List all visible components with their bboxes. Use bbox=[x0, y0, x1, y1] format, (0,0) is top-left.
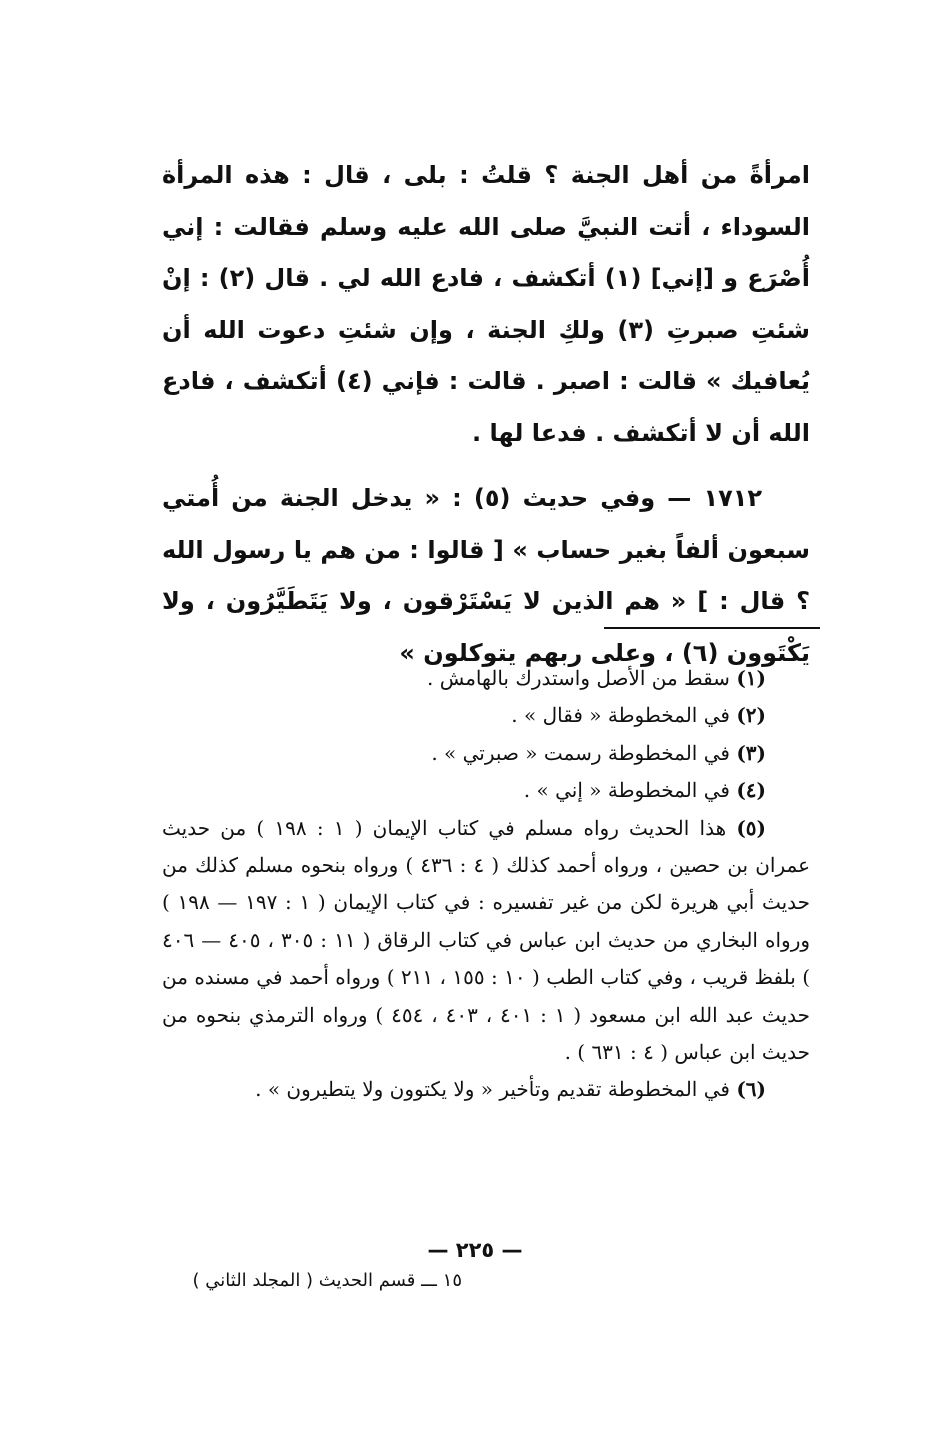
hadith-number: ١٧١٢ bbox=[703, 484, 763, 512]
footnote-number: (٥) bbox=[736, 815, 767, 840]
page-number: — ٢٢٥ — bbox=[427, 1238, 523, 1262]
footnote-text: في المخطوطة « إني » . bbox=[523, 778, 730, 803]
continuation-paragraph: امرأةً من أهل الجنة ؟ قلتُ : بلى ، قال : هذه المرأة السوداء ، أتت النبيَّ صلى الله عليه وسلم فقالت : إني أُصْرَع و [إني] (١) أتكشف ، فادع الله لي . قال (٢) : إنْ شئتِ صبرتِ (٣) ولكِ الجنة ، وإن شئتِ دعوت الله أن يُعافيك » قالت : اصبر . قالت : فإني (٤) أتكشف ، فادع الله أن لا أتكشف . فدعا لها . bbox=[162, 161, 810, 447]
footnote-separator bbox=[604, 627, 820, 629]
footnote-number: (٣) bbox=[736, 740, 766, 765]
footnote-number: (٤) bbox=[736, 778, 766, 803]
footnote-text: في المخطوطة تقديم وتأخير « ولا يكتوون ولا يتطيرون » . bbox=[255, 1077, 730, 1102]
footnote bbox=[162, 697, 810, 734]
footnote-number: (١) bbox=[736, 666, 766, 690]
footnote-text: هذا الحديث رواه مسلم في كتاب الإيمان ( ١ : ١٩٨ ) من حديث عمران بن حصين ، ورواه أحمد كذلك ( ٤ : ٤٣٦ ) ورواه بنحوه مسلم كذلك من حديث أبي هريرة لكن من غير تفسيره : في كتاب الإيمان ( ١ : ١٩٧ — ١٩٨ ) ورواه البخاري من حديث ابن عباس في كتاب الرقاق ( ١١ : ٣٠٥ ، ٤٠٥ — ٤٠٦ ) بلفظ قريب ، وفي كتاب الطب ( ١٠ : ١٥٥ ، ٢١١ ) ورواه أحمد في مسنده من حديث عبد الله ابن مسعود ( ١ : ٤٠١ ، ٤٠٣ ، ٤٥٤ ) ورواه الترمذي بنحوه من حديث ابن عباس ( ٤ : ٦٣١ ) . bbox=[162, 815, 811, 1065]
footnote bbox=[162, 1071, 810, 1108]
printer-signature: ١٥ ـــ قسم الحديث ( المجلد الثاني ) bbox=[192, 1270, 462, 1291]
footnote bbox=[162, 660, 810, 697]
footnotes bbox=[162, 660, 810, 1109]
footnote-text: في المخطوطة « فقال » . bbox=[511, 703, 730, 728]
footnote-number: (٦) bbox=[736, 1077, 766, 1102]
footnote-number: (٢) bbox=[736, 703, 766, 728]
footnote-text: في المخطوطة رسمت « صبرتي » . bbox=[431, 740, 730, 765]
footnote bbox=[162, 810, 810, 1072]
footnote-text: سقط من الأصل واستدرك بالهامش . bbox=[426, 666, 730, 690]
hadith-paragraph: ١٧١٢ — وفي حديث (٥) : « يدخل الجنة من أُمتي سبعون ألفاً بغير حساب » [ قالوا : من هم يا رسول الله ؟ قال : ] « هم الذين لا يَسْتَرْقون ، ولا يَتَطَيَّرُون ، ولا يَكْتَوون (٦) ، وعلى ربهم يتوكلون » bbox=[162, 484, 810, 667]
footnote bbox=[162, 735, 810, 772]
footnote bbox=[162, 772, 810, 809]
main-text bbox=[162, 150, 810, 679]
hadith-text: وفي حديث (٥) : « يدخل الجنة من أُمتي سبعون ألفاً بغير حساب » [ قالوا : من هم يا رسول الله ؟ قال : ] « هم الذين لا يَسْتَرْقون ، ولا يَتَطَيَّرُون ، ولا يَكْتَوون (٦) ، وعلى ربهم يتوكلون » bbox=[162, 484, 810, 667]
